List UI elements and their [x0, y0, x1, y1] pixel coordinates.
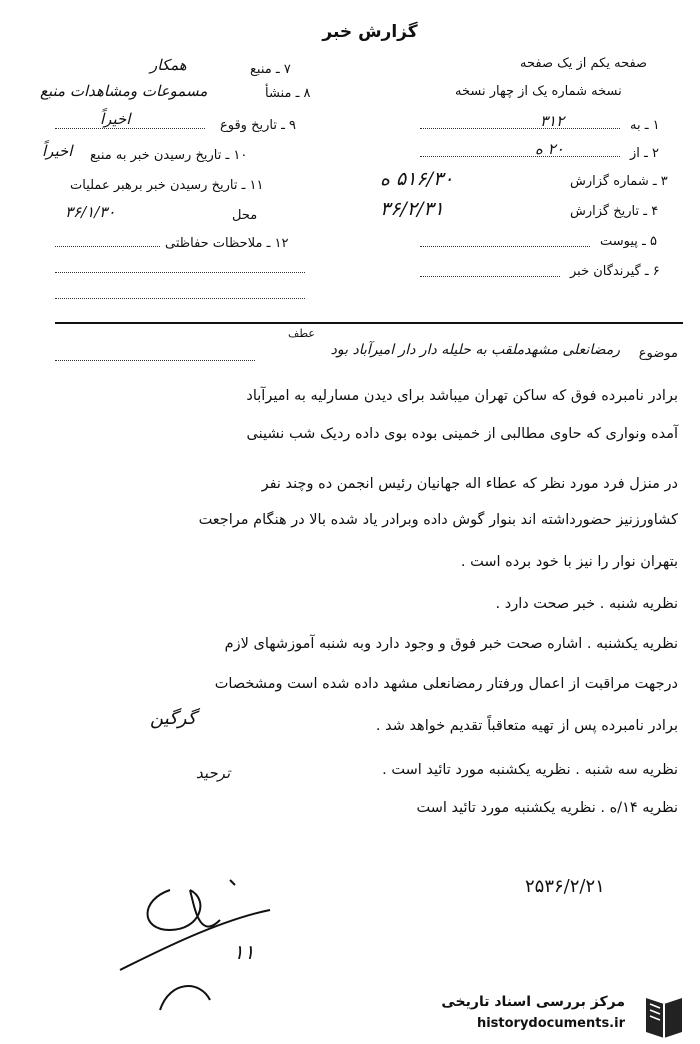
body-line: نظریه سه شنبه . نظریه یکشنبه مورد تائید است .: [382, 762, 678, 778]
dotted-line: [420, 128, 620, 129]
dotted-line: [55, 128, 205, 129]
body-line: در منزل فرد مورد نظر که عطاء اله جهانیان رئیس انجمن ده وچند نفر: [261, 476, 678, 492]
field-label-operations-receipt-date: ۱۱ ـ تاریخ رسیدن خبر برهبر عملیات: [70, 178, 264, 193]
subject-label: موضوع: [638, 346, 678, 361]
watermark-text: مرکز بررسی اسناد تاریخی: [441, 994, 625, 1010]
signature-text: ترحید: [196, 764, 231, 782]
body-line: برادر نامبرده پس از تهیه متعاقباً تقدیم خواهد شد .: [375, 718, 678, 734]
body-line: نظریه یکشنبه . اشاره صحت خبر فوق و وجود دارد وبه شنبه آموزشهای لازم: [224, 636, 678, 652]
field-label-report-number: ۳ ـ شماره گزارش: [570, 174, 668, 189]
handwritten-signature: [100, 860, 300, 1020]
document-book-icon: [638, 992, 690, 1040]
field-label-location: محل: [232, 208, 258, 223]
subject-note: عطف: [288, 327, 315, 340]
field-label-source: ۷ ـ منبع: [250, 62, 291, 77]
field-label-recipients: ۶ ـ گیرندگان خبر: [570, 264, 660, 279]
body-line: برادر نامبرده فوق که ساکن تهران میباشد برای دیدن مسارلیه به امیرآباد: [246, 388, 678, 404]
margin-mark: ۱۱: [233, 940, 255, 964]
field-value-source-receipt-date: اخیراً: [42, 142, 73, 160]
field-label-attachment: ۵ ـ پیوست: [600, 234, 657, 249]
body-line: کشاورزنیز حضورداشته اند بنوار گوش داده وبرادر یاد شده بالا در هنگام مراجعت: [198, 512, 678, 528]
field-value-to: ۳۱۲: [540, 112, 565, 130]
field-label-source-receipt-date: ۱۰ ـ تاریخ رسیدن خبر به منبع: [90, 148, 248, 163]
field-label-page: صفحه یکم از یک صفحه: [520, 56, 648, 71]
dotted-line: [55, 360, 255, 361]
field-label-to: ۱ ـ به: [630, 118, 660, 133]
field-value-from: ۲۰ ه: [535, 140, 564, 158]
dotted-line: [420, 276, 560, 277]
field-label-security-notes: ۱۲ ـ ملاحظات حفاظتی: [165, 236, 289, 251]
field-value-report-number: ۵۱۶/۳۰ ه: [380, 168, 454, 190]
watermark-url: historydocuments.ir: [476, 1016, 625, 1031]
signature-text: گرگین: [150, 708, 197, 729]
dotted-line: [55, 272, 305, 273]
field-label-from: ۲ ـ از: [630, 146, 659, 161]
field-label-copy-number: نسخه شماره یک از چهار نسخه: [455, 84, 622, 99]
section-divider: [55, 322, 683, 324]
body-line: درجهت مراقبت از اعمال ورفتار رمضانعلی مشهد داده شده است ومشخصات: [214, 676, 678, 692]
field-label-occurrence-date: ۹ ـ تاریخ وقوع: [220, 118, 297, 133]
body-line: آمده ونواری که حاوی مطالبی از خمینی بوده بوی داده ردیک شب نشینی: [246, 426, 678, 442]
dotted-line: [420, 246, 590, 247]
dotted-line: [420, 156, 620, 157]
body-line: نظریه ۱۴/ه . نظریه یکشنبه مورد تائید است: [416, 800, 678, 816]
field-value-source: همکار: [150, 56, 187, 74]
subject-text: رمضانعلی مشهدملقب به حلیله دار دار امیرآباد بود: [330, 342, 620, 358]
body-line: بتهران نوار را نیز با خود برده است .: [460, 554, 678, 570]
field-label-report-date: ۴ ـ تاریخ گزارش: [570, 204, 659, 219]
field-value-report-date: ۳۶/۲/۳۱: [380, 198, 444, 220]
page-title: گزارش خبر: [322, 22, 418, 42]
watermark: [415, 990, 695, 1044]
body-line: نظریه شنبه . خبر صحت دارد .: [495, 596, 678, 612]
dotted-line: [55, 298, 305, 299]
dotted-line: [55, 246, 160, 247]
field-value-location: ۳۶/۱/۳۰: [65, 203, 116, 221]
field-value-occurrence-date: اخیراً: [100, 110, 131, 128]
field-value-origin: مسموعات ومشاهدات منبع: [40, 82, 208, 100]
field-label-origin: ۸ ـ منشأ: [265, 86, 311, 101]
footer-number: ۲۵۳۶/۲/۲۱: [525, 876, 605, 897]
